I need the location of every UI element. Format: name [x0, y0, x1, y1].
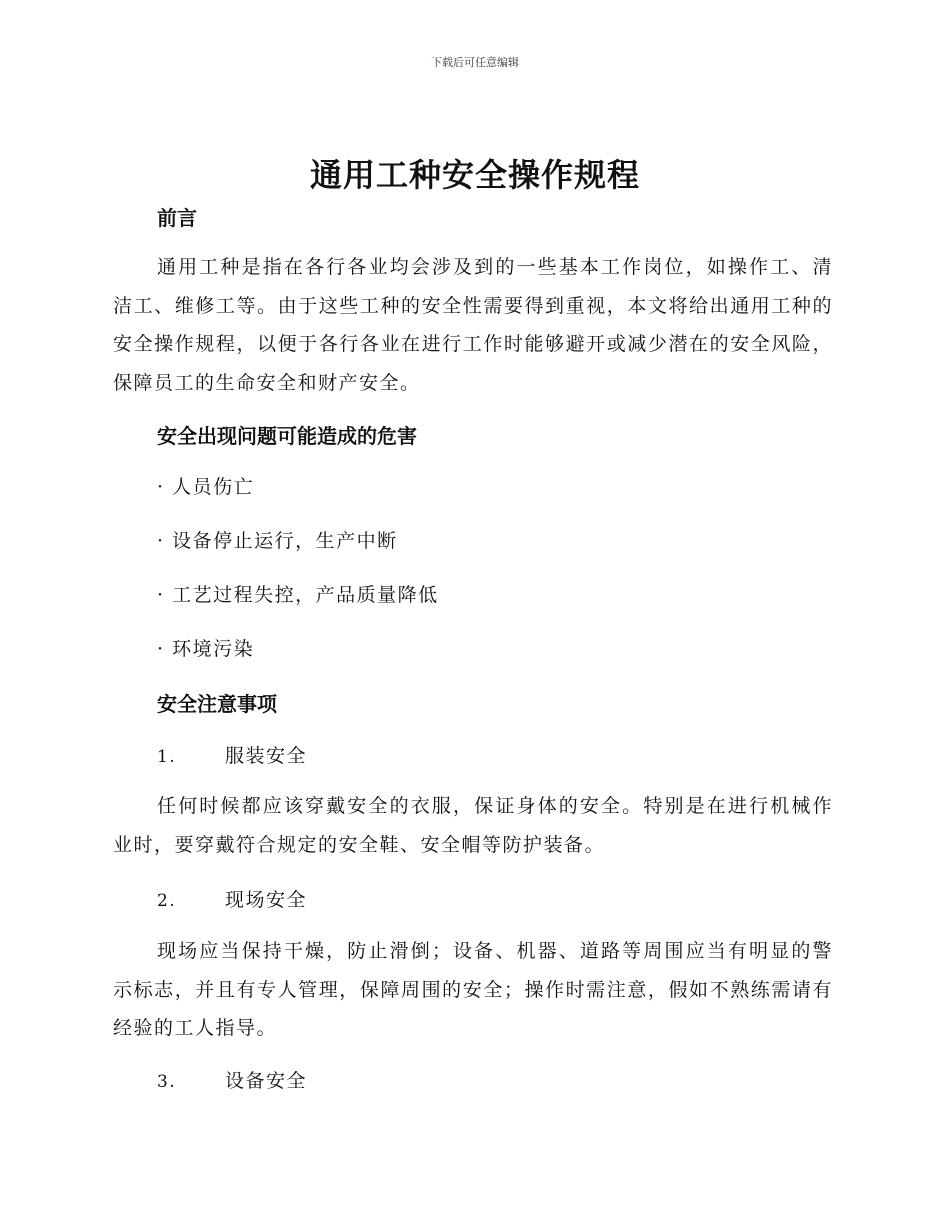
precaution-item-site: [157, 885, 307, 912]
item-number: 1.: [157, 747, 177, 767]
preface-heading: 前言: [157, 206, 197, 230]
item-label: 设备安全: [225, 1070, 308, 1092]
hazards-heading: 安全出现问题可能造成的危害: [157, 424, 417, 448]
item-label: 现场安全: [225, 889, 308, 911]
item-number: 2.: [157, 891, 177, 911]
hazard-item: · 人员伤亡: [157, 476, 255, 498]
hazard-item: · 设备停止运行，生产中断: [157, 530, 398, 552]
page-title: 通用工种安全操作规程: [309, 156, 640, 194]
hazard-item: · 工艺过程失控，产品质量降低: [157, 584, 439, 606]
precaution-item-clothing: [157, 741, 307, 768]
item-number: 3.: [157, 1072, 177, 1092]
item-label: 服装安全: [225, 745, 308, 767]
site-paragraph: 现场应当保持干燥，防止滑倒；设备、机器、道路等周围应当有明显的警示标志，并且有专人管理，保障周围的安全；操作时需注意，假如不熟练需请有经验的工人指导。: [113, 940, 833, 1039]
precaution-item-equipment: [157, 1066, 307, 1093]
hazard-item: · 环境污染: [157, 638, 255, 660]
precautions-heading: 安全注意事项: [157, 692, 277, 716]
clothing-paragraph: 任何时候都应该穿戴安全的衣服，保证身体的安全。特别是在进行机械作业时，要穿戴符合规定的安全鞋、安全帽等防护装备。: [113, 795, 833, 856]
header-note: 下载后可任意编辑: [431, 56, 519, 69]
preface-paragraph: 通用工种是指在各行各业均会涉及到的一些基本工作岗位，如操作工、清洁工、维修工等。由于这些工种的安全性需要得到重视，本文将给出通用工种的安全操作规程，以便于各行各业在进行工作时能够避开或减少潜在的安全风险，保障员工的生命安全和财产安全。: [113, 256, 833, 394]
